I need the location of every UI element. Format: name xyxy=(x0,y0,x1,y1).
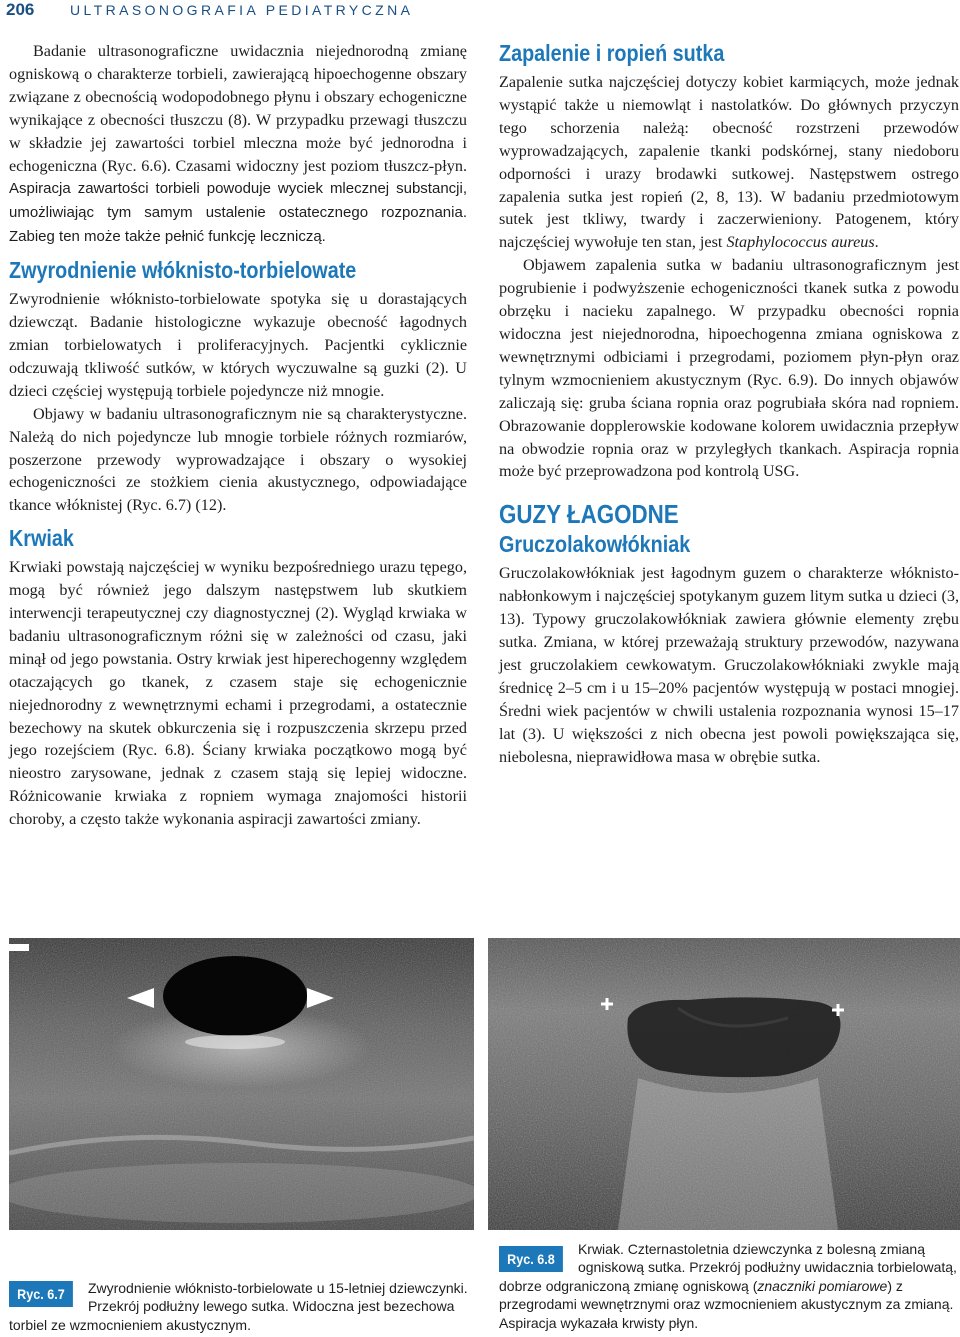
page-number: 206 xyxy=(6,0,35,19)
heading-mastitis: Zapalenie i ropień sutka xyxy=(499,40,725,66)
figure-6-7-label: Ryc. 6.7 xyxy=(9,1281,73,1307)
fibrocystic-paragraph-1: Zwyrodnienie włóknisto-torbielowate spotyka się u dorastających dziewcząt. Badanie histologiczne wykazuje obecność łagodnych zmian torbielowatych i proliferacyjnych. Pacjentki cyklicznie odczuwają tkliwość sutków, w których wyczuwalne są guzki (2). U dzieci częściej występują torbiele pojedyncze niż mnogie. xyxy=(9,290,467,400)
hematoma-paragraph: Krwiaki powstają najczęściej w wyniku bezpośredniego urazu tępego, mogą być również jego dalszym następstwem lub skutkiem interwencji terapeutycznej czy diagnostycznej (2). Wygląd krwiaka w badaniu ultrasonograficznym różni się w zależności od czasu, jaki minął od jego powstania. Ostry krwiak jest hiperechogenny względem otaczających go tkanek, z czasem staje się echogenicznie niejednorodny z wewnętrznymi echami i przegrodami, a ostatecznie bezechowy na skutek obkurczenia się i rozpuszczenia skrzepu przed jego rozejściem (Ryc. 6.8). Ściany krwiaka początkowo mogą być nieostro zarysowane, jednak z czasem stają się lepiej widoczne. Różnicowanie krwiaka z ropniem wymaga znajomości historii choroby, a często także wykonania aspiracji zawartości zmiany. xyxy=(9,558,467,829)
ultrasound-cyst-graphic xyxy=(9,938,474,1230)
intro-text-aspiration: Aspiracja zawartości torbieli powoduje wyciek mlecznej substancji, umożliwiając tym samym ustalenie ostatecznego rozpoznania. Zabieg ten może także pełnić funkcję leczniczą. xyxy=(9,180,467,246)
left-column xyxy=(9,40,467,831)
ultrasound-image-fig-6-8 xyxy=(488,938,960,1230)
heading-fibroadenoma: Gruczolakowłókniak xyxy=(499,531,691,558)
ultrasound-image-fig-6-7 xyxy=(9,938,474,1230)
intro-text-serif: Badanie ultrasonograficzne uwidacznia niejednorodną zmianę ogniskową o charakterze torbieli, zawierającą hipoechogenne obszary związane z obecnością wodopodobnego płynu i obszary echogeniczne wynikające z obecności tłuszczu (8). W przypadku przewagi tłuszczu w składzie jej zawartości torbiel mleczna może być jednorodna i echogeniczna (Ryc. 6.6). Czasami widoczny jest poziom tłuszcz-płyn. xyxy=(9,42,467,175)
mastitis-paragraph-2: Objawem zapalenia sutka w badaniu ultrasonograficznym jest pogrubienie i podwyższenie echogeniczności tkanek sutka z powodu obrzęku i nacieku zapalnego. W przypadku obecności ropnia widoczna jest niejednorodna, hipoechogenna zmiana ogniskowa z wewnętrznymi odbiciami i przegrodami, poziomem płyn-płyn oraz tylnym wzmocnieniem akustycznym (Ryc. 6.9). Do innych objawów zaliczają się: gruba ściana ropnia oraz pogrubiała skóra nad ropniem. Obrazowanie dopplerowskie kodowane kolorem uwidacznia przepływ na obwodzie ropnia oraz w przyległych tkankach. Aspiracja ropnia może być przeprowadzona pod kontrolą USG. xyxy=(499,256,959,481)
scale-marker xyxy=(9,944,29,951)
figure-6-7-caption xyxy=(9,1279,469,1334)
figure-6-8-text-end: ) z przegrodami wewnętrznymi oraz wzmocnieniem akustycznym za zmianą. Aspiracja wykazała krwisty płyn. xyxy=(499,1277,954,1331)
figure-6-8-caption xyxy=(499,1240,959,1332)
figure-6-8-italic: znaczniki pomiarowe xyxy=(757,1277,888,1294)
fibroadenoma-paragraph: Gruczolakowłókniak jest łagodnym guzem o charakterze włóknisto-nabłonkowym i najczęściej spotykanym guzem litym sutka u dzieci (3, 13). Typowy gruczolakowłókniak zawiera głównie elementy zrębu sutka. Zmiana, w której przeważają struktury przewodów, nazywana jest gruczolakiem cewkowatym. Gruczolakowłókniaki zwykle mają średnicę 2–5 cm i u 15–20% pacjentów występują w postaci mnogiej. Średni wiek pacjentów w chwili ustalenia rozpoznania wynosi 15–17 lat (3). U większości z nich obecna jest powoli powiększająca się, niebolesna, nieprawidłowa masa w obrębie sutka. xyxy=(499,564,959,766)
mastitis-text: Zapalenie sutka najczęściej dotyczy kobiet karmiących, może jednak wystąpić także u niemowląt i nastolatków. Do głównych przyczyn tego schorzenia należą: obecność rozstrzeni przewodów wyprowadzających, zapalenie tkanki podskórnej, stany niedoboru odporności i urazy brodawki sutkowej. Następstwem ostrego zapalenia sutka jest ropień (2, 8, 13). W badaniu przedmiotowym sutek jest tkliwy, twardy i zaczerwieniony. Patogenem, który najczęściej wywołuje ten stan, jest xyxy=(499,73,959,252)
running-title: ULTRASONOGRAFIA PEDIATRYCZNA xyxy=(70,2,414,18)
mastitis-paragraph-1 xyxy=(499,71,959,254)
ultrasound-hematoma-graphic xyxy=(488,938,960,1230)
intro-paragraph xyxy=(9,40,467,249)
figure-6-8-label: Ryc. 6.8 xyxy=(499,1246,563,1272)
heading-fibrocystic: Zwyrodnienie włóknisto-torbielowate xyxy=(9,257,357,284)
heading-hematoma: Krwiak xyxy=(9,525,74,552)
heading-benign-tumors: GUZY ŁAGODNE xyxy=(499,499,679,530)
fibrocystic-paragraph-2: Objawy w badaniu ultrasonograficznym nie są charakterystyczne. Należą do nich pojedyncze lub mnogie torbiele różnych rozmiarów, poszerzone przewody wyprowadzające i obszary o wysokiej echogeniczności ze stożkiem cienia akustycznego, odpowiadające tkance włóknistej (Ryc. 6.7) (12). xyxy=(9,404,467,515)
right-column xyxy=(499,40,959,768)
figure-6-7-text: Zwyrodnienie włóknisto-torbielowate u 15-letniej dziewczynki. Przekrój podłużny lewego sutka. Widoczna jest bezechowa torbiel ze wzmocnieniem akustycznym. xyxy=(9,1280,468,1333)
mastitis-text-end: . xyxy=(874,233,879,252)
figure-6-8-text: Krwiak. Czternastoletnia dziewczynka z bolesną zmianą ogniskową sutka. Przekrój podłużny uwidacznia torbielowatą, dobrze odgraniczoną zmianę ogniskową ( xyxy=(499,1241,957,1294)
pathogen-name: Staphylococcus aureus xyxy=(726,233,875,252)
